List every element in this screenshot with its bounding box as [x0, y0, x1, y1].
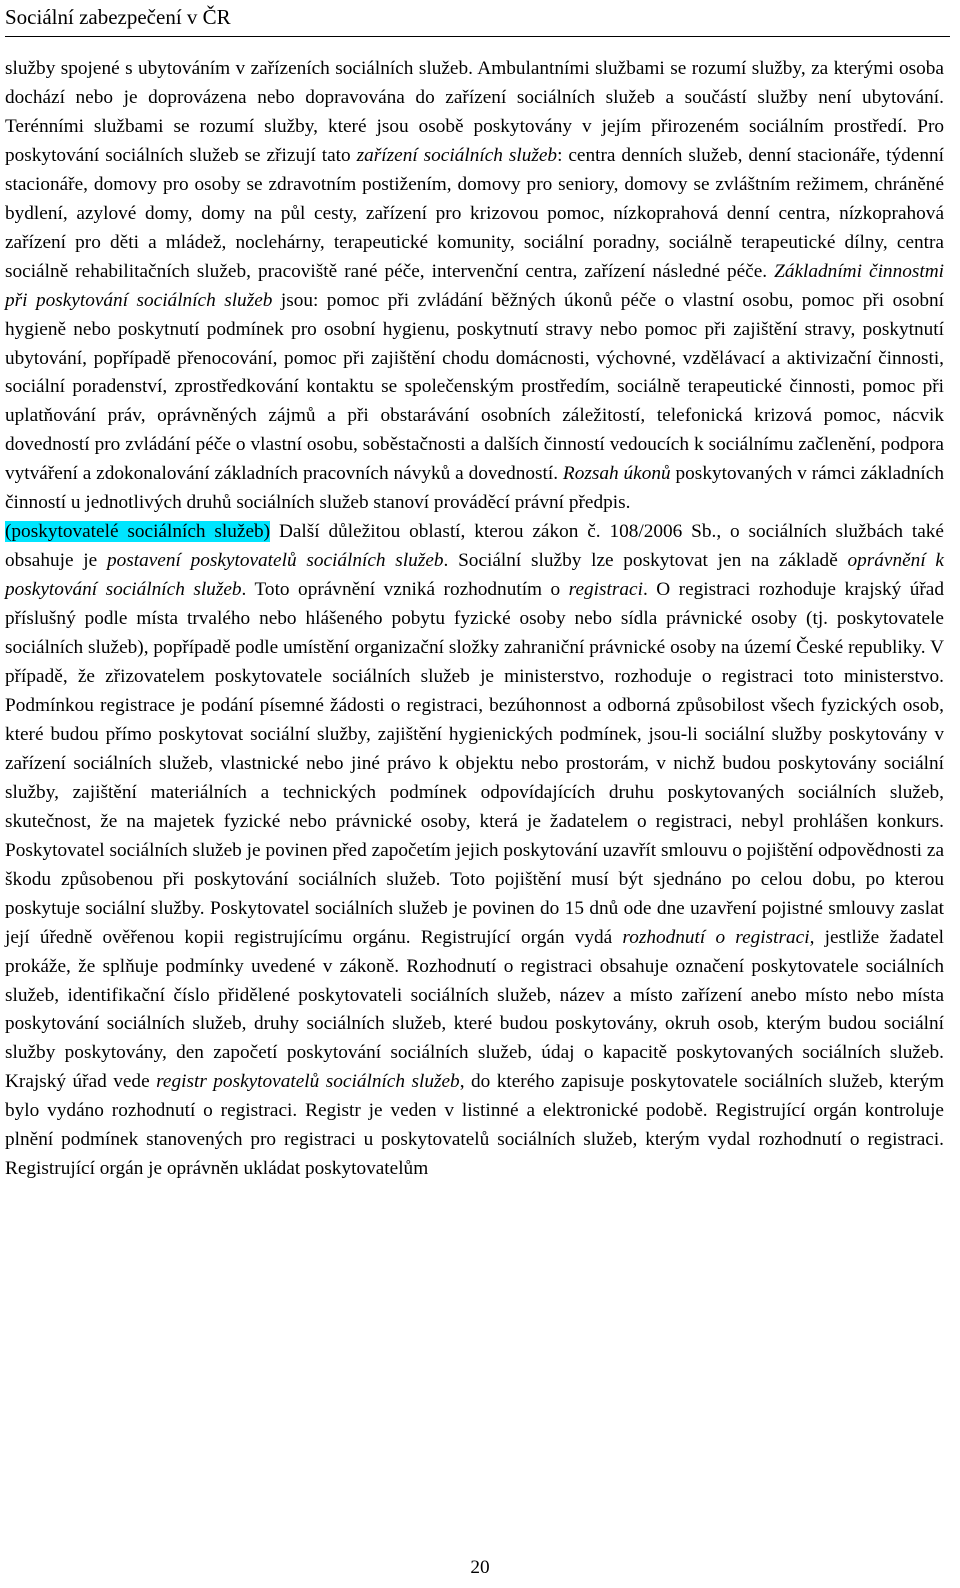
emphasis-term: rozhodnutí o registraci: [622, 926, 810, 948]
text-run: . Sociální služby lze poskytovat jen na základě: [443, 550, 848, 572]
text-run: Další důležitou oblastí, kterou zákon č. 108/2006 Sb., o sociálních službách také obsahuje je: [5, 521, 944, 572]
running-header: Sociální zabezpečení v ČR: [5, 5, 231, 29]
text-run: : centra denních služeb, denní stacionáře, týdenní stacionáře, domovy pro osoby se zdravotním postižením, domovy pro seniory, domovy se zvláštním režimem, chráněné bydlení, azylové domy, domy na půl cesty, zařízení pro krizovou pomoc, nízkoprahová denní centra, nízkoprahová zařízení pro děti a mládež, noclehárny, terapeutické komunity, sociální poradny, sociálně terapeutické dílny, centra sociálně rehabilitačních služeb, pracoviště rané péče, intervenční centra, zařízení následné péče.: [5, 144, 944, 282]
emphasis-term: registr poskytovatelů sociálních služeb: [156, 1071, 460, 1093]
header-rule: [5, 36, 950, 37]
text-run: jsou: pomoc při zvládání běžných úkonů péče o vlastní osobu, pomoc při osobní hygieně nebo poskytnutí podmínek pro osobní hygienu, poskytnutí stravy nebo pomoc při zajištění stravy, poskytnutí ubytování, popřípadě přenocování, pomoc při zajištění chodu domácnosti, výchovné, vzdělávací a aktivizační činnosti, sociální poradenství, zprostředkování kontaktu se společenským prostředím, sociálně terapeutické činnosti, pomoc při uplatňování práv, oprávněných zájmů a při obstarávání osobních záležitostí, telefonická krizová pomoc, nácvik dovedností pro zvládání péče o vlastní osobu, soběstačnosti a dalších činností vedoucích k sociálnímu začlenění, podpora vytváření a zdokonalování základních pracovních návyků a dovedností.: [5, 289, 944, 485]
highlighted-section-label: (poskytovatelé sociálních služeb): [5, 521, 271, 543]
paragraph-service-providers: [5, 518, 944, 1184]
emphasis-term: oprávnění k poskytování sociálních služeb: [5, 550, 944, 601]
emphasis-term: Rozsah úkonů: [562, 463, 671, 485]
emphasis-term: postavení poskytovatelů sociálních služeb: [106, 550, 444, 572]
text-run: , jestliže žadatel prokáže, že splňuje podmínky uvedené v zákoně. Rozhodnutí o registraci obsahuje označení poskytovatele sociálních služeb, identifikační číslo přidělené poskytovateli sociálních služeb, název a místo zařízení anebo místo nebo místa poskytování sociálních služeb, druhy sociálních služeb, které budou poskytovány, okruh osob, kterým budou sociální služby poskytovány, den započetí poskytování sociálních služeb, údaj o kapacitě poskytovaných sociálních služeb. Krajský úřad vede: [5, 926, 944, 1093]
document-body: [5, 55, 944, 1184]
text-run: poskytovaných v rámci základních činností u jednotlivých druhů sociálních služeb stanoví prováděcí právní předpis.: [5, 463, 944, 514]
text-run: . O registraci rozhoduje krajský úřad příslušný podle místa trvalého nebo hlášeného pobytu fyzické osoby nebo sídla právnické osoby (tj. poskytovatele sociálních služeb), popřípadě podle umístění organizační složky zahraniční právnické osoby na území České republiky. V případě, že zřizovatelem poskytovatele sociálních služeb je ministerstvo, rozhoduje o registraci toto ministerstvo. Podmínkou registrace je podání písemné žádosti o registraci, bezúhonnost a odborná způsobilost všech fyzických osob, které budou přímo poskytovat sociální služby, zajištění hygienických podmínek, jsou-li sociální služby poskytovány v zařízení sociálních služeb, vlastnické nebo jiné právo k objektu nebo prostorám, v nichž budou poskytovány sociální služby, zajištění materiálních a technických podmínek odpovídajících druhu poskytovaných sociálních služeb, skutečnost, že na majetek fyzické nebo právnické osoby, která je žadatelem o registraci, nebyl prohlášen konkurs. Poskytovatel sociálních služeb je povinen před započetím jejich poskytování uzavřít smlouvu o pojištění odpovědnosti za škodu způsobenou při poskytování sociálních služeb. Toto pojištění musí být sjednáno po celou dobu, po kterou poskytuje sociální služby. Poskytovatel sociálních služeb je povinen do 15 dnů ode dne uzavření pojistné smlouvy zaslat její úředně ověřenou kopii registrujícímu orgánu. Registrující orgán vydá: [5, 579, 944, 948]
emphasis-term: registraci: [568, 579, 643, 601]
text-run: , do kterého zapisuje poskytovatele sociálních služeb, kterým bylo vydáno rozhodnutí o registraci. Registr je veden v listinné a elektronické podobě. Registrující orgán kontroluje plnění podmínek stanovených pro registraci u poskytovatelů sociálních služeb, kterým vydal rozhodnutí o registraci. Registrující orgán je oprávněn ukládat poskytovatelům: [5, 1071, 944, 1180]
text-run: . Toto oprávnění vzniká rozhodnutím o: [241, 579, 569, 601]
paragraph-social-services-facilities: [5, 55, 944, 518]
emphasis-term: zařízení sociálních služeb: [356, 144, 558, 166]
text-run: služby spojené s ubytováním v zařízeních sociálních služeb. Ambulantními službami se rozumí služby, za kterými osoba dochází nebo je doprovázena nebo dopravována do zařízení sociálních služeb a součástí služby není ubytování. Terénními službami se rozumí služby, které jsou osobě poskytovány v jejím přirozeném sociálním prostředí. Pro poskytování sociálních služeb se zřizují tato: [5, 58, 944, 166]
page-number: 20: [470, 1557, 490, 1578]
emphasis-term: Základními činnostmi při poskytování sociálních služeb: [5, 260, 944, 311]
